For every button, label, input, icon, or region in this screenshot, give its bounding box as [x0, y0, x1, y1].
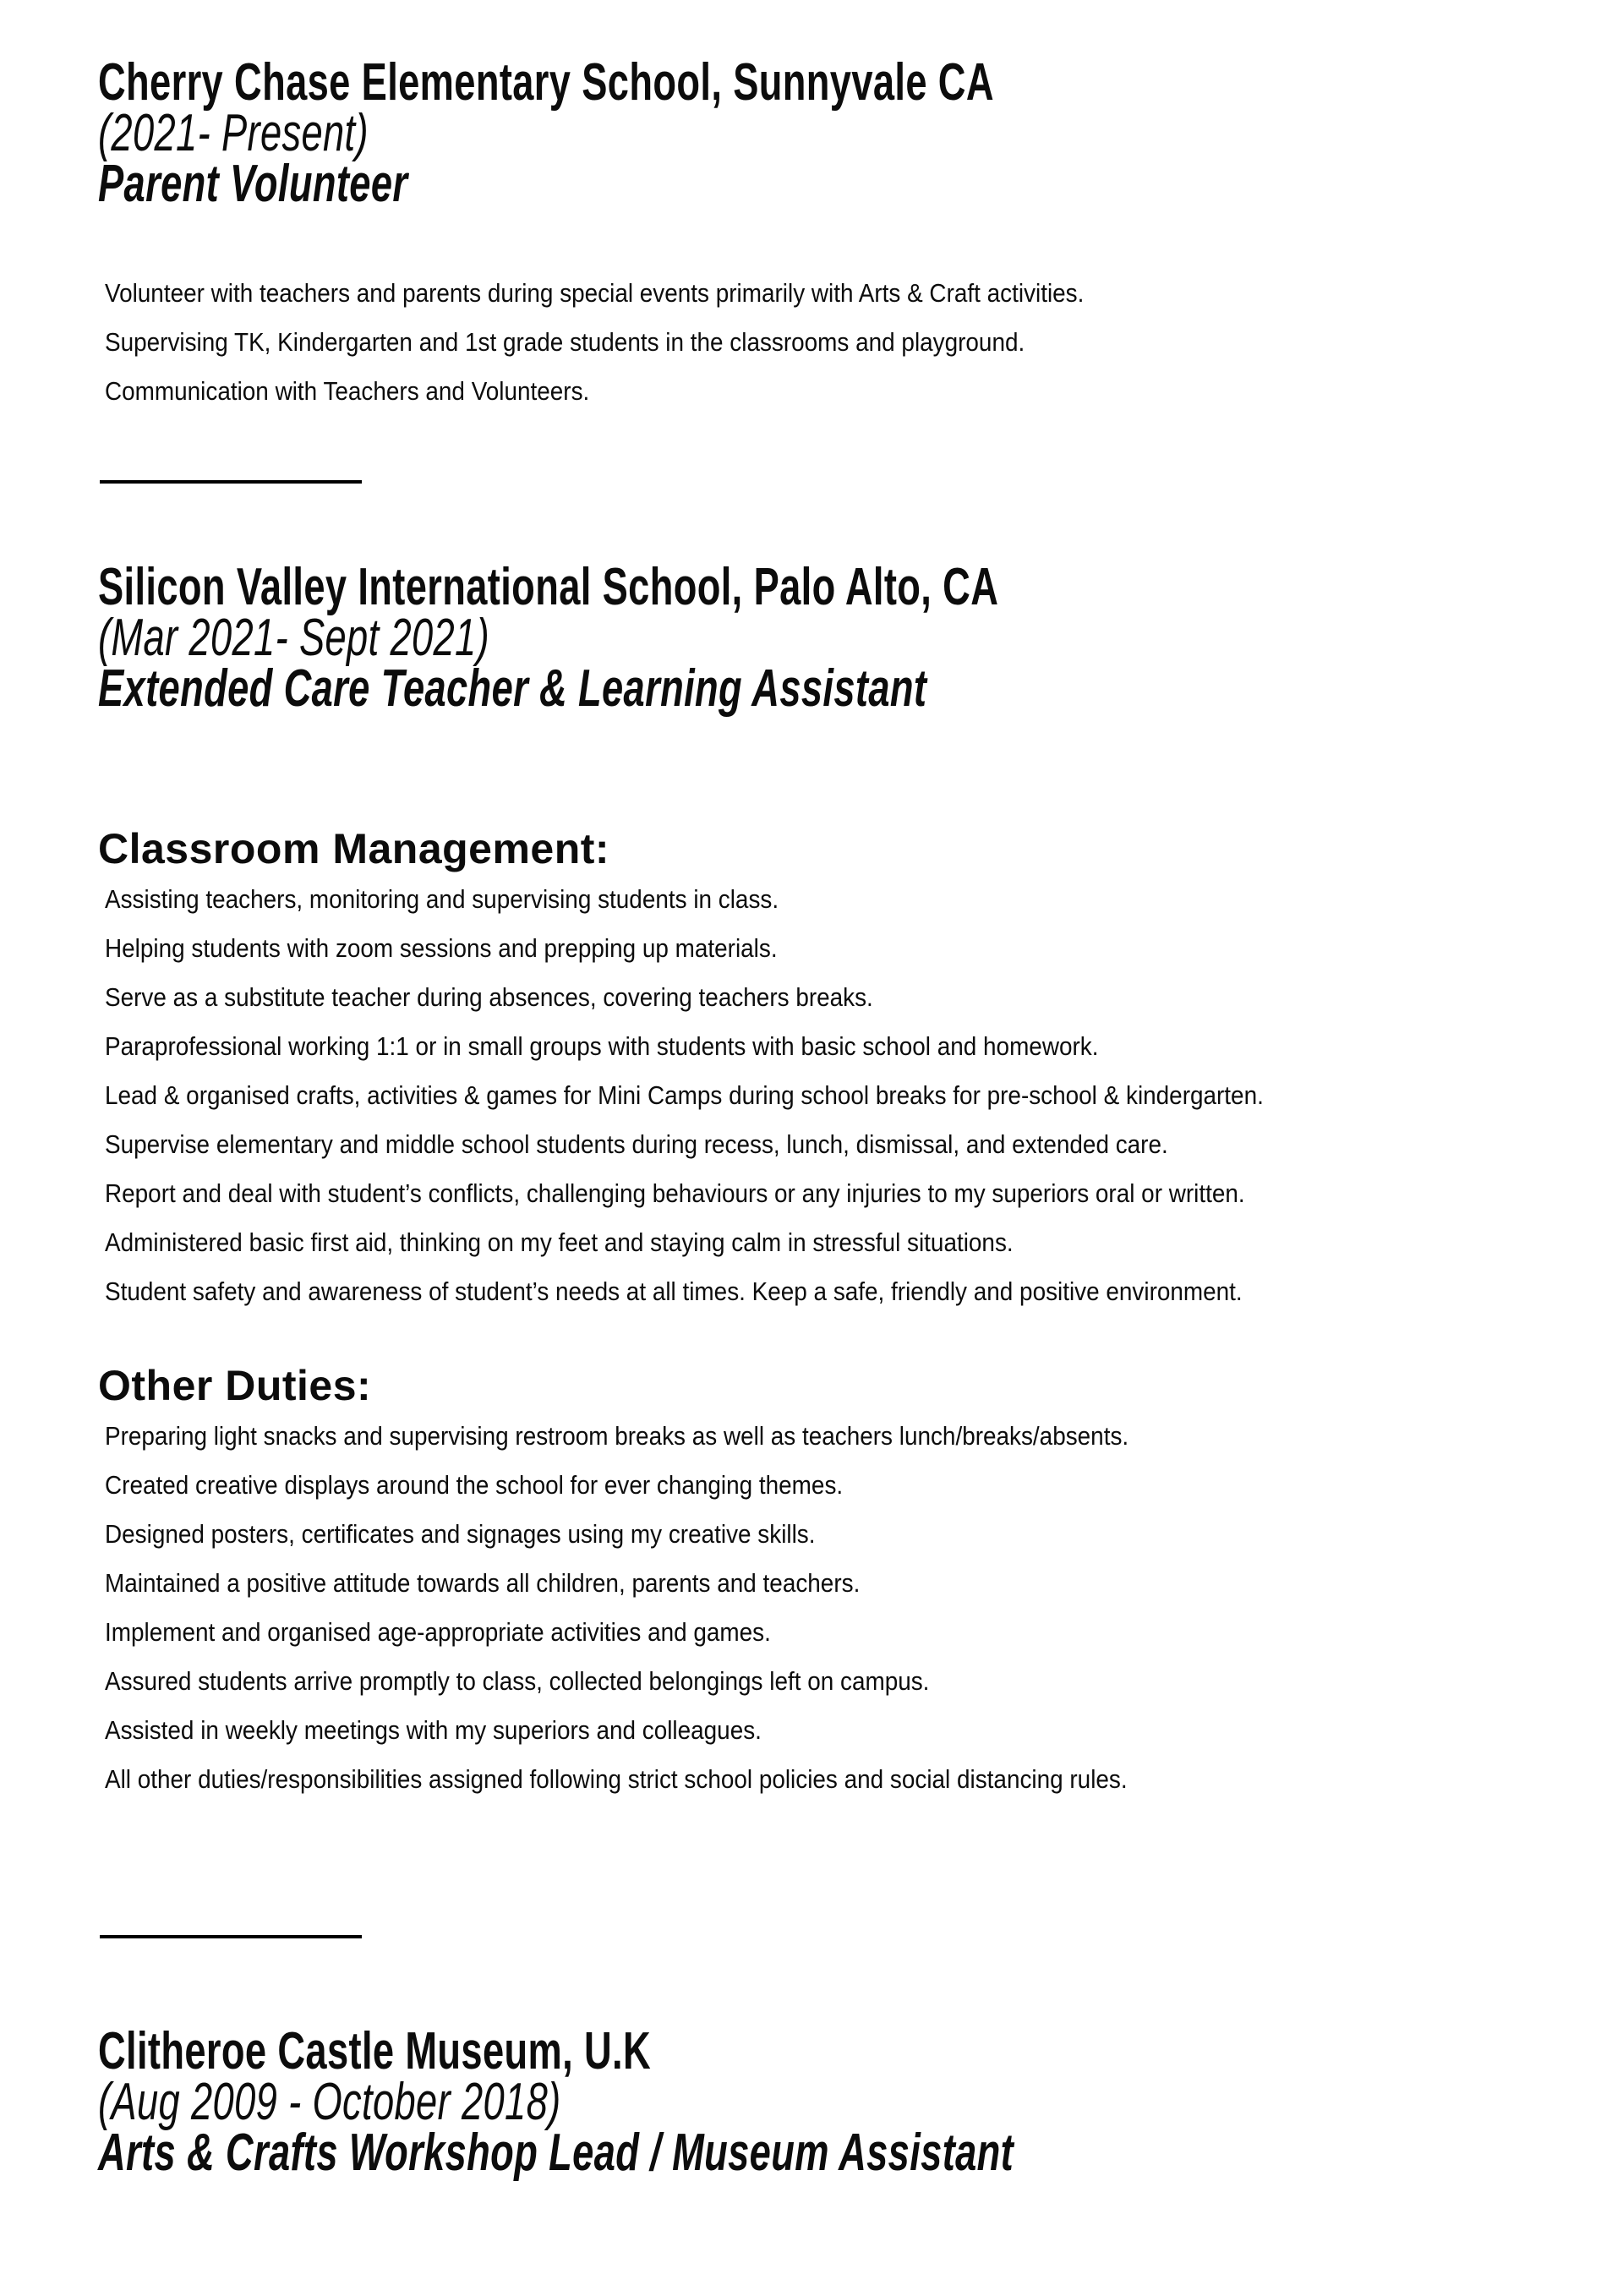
section-divider [100, 1935, 362, 1938]
resume-page [0, 53, 1623, 2296]
duty-item: Preparing light snacks and supervising restroom breaks as well as teachers lunch/breaks/absents. [105, 1421, 1129, 1451]
duty-item: Supervise elementary and middle school students during recess, lunch, dismissal, and extended care. [105, 1129, 1168, 1159]
duty-item: Student safety and awareness of student’s needs at all times. Keep a safe, friendly and positive environment. [105, 1276, 1243, 1306]
employer-name: Clitheroe Castle Museum, U.K [98, 2022, 652, 2080]
employment-dates: (Aug 2009 - October 2018) [98, 2073, 561, 2131]
duty-item: Volunteer with teachers and parents during special events primarily with Arts & Craft activities. [105, 278, 1085, 308]
job-title: Arts & Crafts Workshop Lead / Museum Assistant [98, 2124, 1014, 2182]
duty-item: Assisting teachers, monitoring and supervising students in class. [105, 884, 779, 914]
experience-entry-cherry-chase [98, 53, 1623, 213]
duty-item: Lead & organised crafts, activities & games for Mini Camps during school breaks for pre-school & kindergarten. [105, 1080, 1264, 1110]
duty-item: Paraprofessional working 1:1 or in small groups with students with basic school and homework. [105, 1031, 1099, 1061]
section-heading-other-duties: Other Duties: [98, 1362, 372, 1409]
duty-item: Implement and organised age-appropriate activities and games. [105, 1617, 771, 1647]
job-title: Extended Care Teacher & Learning Assistant [98, 659, 927, 718]
duties-list [105, 1412, 1623, 1804]
section-heading-classroom-management: Classroom Management: [98, 825, 610, 872]
duty-item: All other duties/responsibilities assigned following strict school policies and social distancing rules. [105, 1764, 1128, 1794]
duty-item: Assisted in weekly meetings with my superiors and colleagues. [105, 1715, 762, 1745]
experience-entry-clitheroe-castle [98, 2022, 1623, 2182]
duty-item: Communication with Teachers and Volunteers. [105, 376, 590, 406]
duties-list [105, 875, 1623, 1316]
experience-entry-silicon-valley [98, 558, 1623, 718]
duty-item: Serve as a substitute teacher during absences, covering teachers breaks. [105, 982, 873, 1012]
job-title: Parent Volunteer [98, 155, 408, 213]
duty-item: Created creative displays around the school for ever changing themes. [105, 1470, 844, 1500]
duty-item: Report and deal with student’s conflicts, challenging behaviours or any injuries to my superiors oral or written. [105, 1178, 1245, 1208]
duty-item: Administered basic first aid, thinking on my feet and staying calm in stressful situations. [105, 1227, 1014, 1257]
employment-dates: (2021- Present) [98, 104, 369, 162]
duty-item: Designed posters, certificates and signages using my creative skills. [105, 1519, 816, 1549]
duty-item: Helping students with zoom sessions and prepping up materials. [105, 933, 778, 963]
employment-dates: (Mar 2021- Sept 2021) [98, 609, 490, 667]
duties-list [105, 269, 1623, 416]
duty-item: Maintained a positive attitude towards all children, parents and teachers. [105, 1568, 861, 1598]
duty-item: Assured students arrive promptly to class, collected belongings left on campus. [105, 1666, 930, 1696]
duty-item: Supervising TK, Kindergarten and 1st grade students in the classrooms and playground. [105, 327, 1025, 357]
employer-name: Cherry Chase Elementary School, Sunnyvale CA [98, 53, 994, 112]
employer-name: Silicon Valley International School, Palo Alto, CA [98, 558, 999, 616]
section-divider [100, 480, 362, 484]
